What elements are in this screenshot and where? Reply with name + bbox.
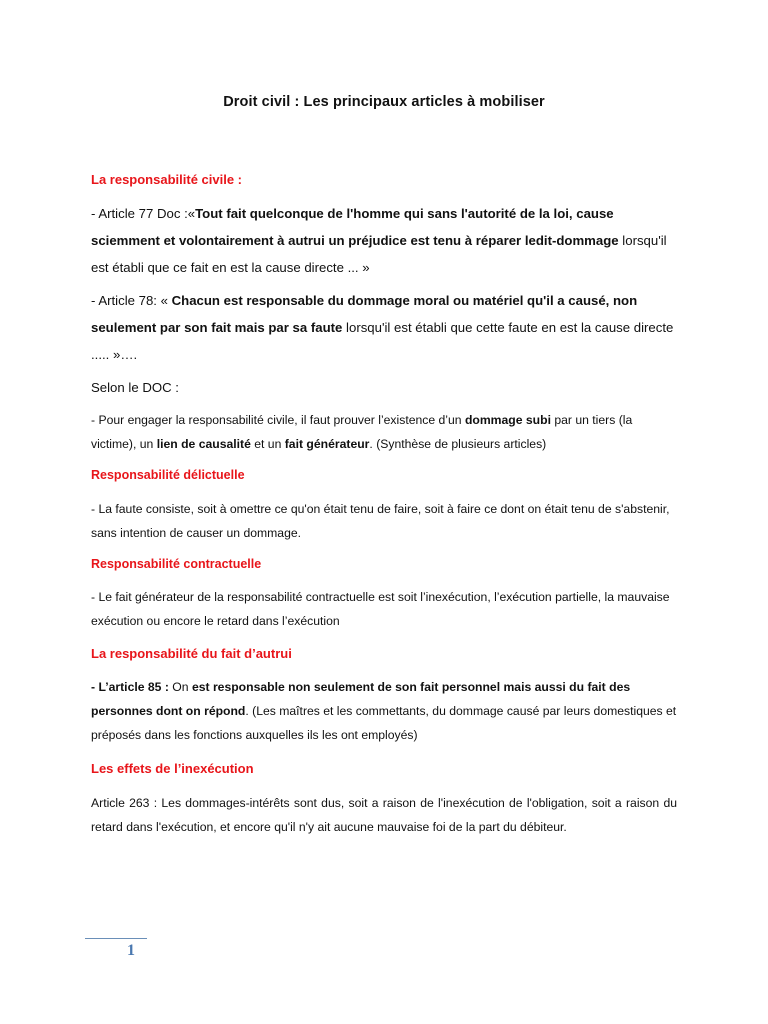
article-85-text-1: On [168, 680, 192, 694]
paragraph-delictuelle: - La faute consiste, soit à omettre ce qu'on était tenu de faire, soit à faire ce dont on était tenu de s'abstenir, sans intention de causer un dommage. [91, 502, 670, 540]
article-77-bold: Tout fait quelconque de l'homme qui sans l'autorité de la loi, cause sciemment et volontairement à autrui un préjudice est tenu à réparer ledit-dommage [91, 206, 619, 248]
article-77-rest: lorsqu'il est établi que ce fait en est la cause directe ... » [91, 233, 667, 275]
article-85-text-2: . (Les maîtres et les commettants, du dommage causé par leurs domestiques et préposés dans les fonctions auxquelles ils les ont employés) [91, 704, 677, 742]
engager-text-3: et un [250, 437, 285, 451]
engager-text-2: par un tiers (la victime), un [91, 413, 633, 451]
paragraph-article-85 [91, 675, 677, 747]
heading-responsabilite-civile: La responsabilité civile : [91, 172, 242, 187]
heading-responsabilite-delictuelle: Responsabilité délictuelle [91, 468, 245, 482]
page-title: Droit civil : Les principaux articles à mobiliser [223, 94, 545, 110]
article-85-bold: est responsable non seulement de son fait personnel mais aussi du fait des personnes dont on répond [91, 680, 631, 718]
heading-effets-inexecution: Les effets de l’inexécution [91, 761, 254, 776]
page-number: 1 [127, 942, 135, 959]
article-78-bold: Chacun est responsable du dommage moral ou matériel qu'il a causé, non seulement par son fait mais par sa faute [91, 293, 638, 335]
article-78-prefix: - Article 78: « [91, 293, 172, 308]
engager-bold-fait: fait générateur [284, 437, 370, 451]
paragraph-article-77 [91, 200, 677, 281]
paragraph-article-78 [91, 287, 677, 368]
paragraph-article-263: Article 263 : Les dommages-intérêts sont dus, soit a raison de l'inexécution de l'obligation, soit a raison du retard dans l'exécution, et encore qu'il n'y ait aucune mauvaise foi de la part du débiteur. [91, 796, 677, 834]
footer-divider [85, 938, 147, 939]
engager-bold-dommage: dommage subi [464, 413, 551, 427]
engager-text-4: . (Synthèse de plusieurs articles) [369, 437, 547, 451]
article-85-label: - L’article 85 : [91, 680, 169, 694]
paragraph-selon-doc: Selon le DOC : [91, 380, 179, 395]
heading-fait-autrui: La responsabilité du fait d’autrui [91, 646, 292, 661]
engager-text-1: - Pour engager la responsabilité civile, il faut prouver l’existence d’un [91, 413, 465, 427]
paragraph-contractuelle: - Le fait générateur de la responsabilité contractuelle est soit l’inexécution, l’exécution partielle, la mauvaise exécution ou encore le retard dans l’exécution [91, 590, 670, 628]
article-77-prefix: - Article 77 Doc :« [91, 206, 196, 221]
engager-bold-lien: lien de causalité [156, 437, 251, 451]
heading-responsabilite-contractuelle: Responsabilité contractuelle [91, 557, 262, 571]
paragraph-engager-responsabilite [91, 408, 677, 456]
article-78-rest: lorsqu'il est établi que cette faute en est la cause directe ..... »…. [91, 320, 674, 362]
